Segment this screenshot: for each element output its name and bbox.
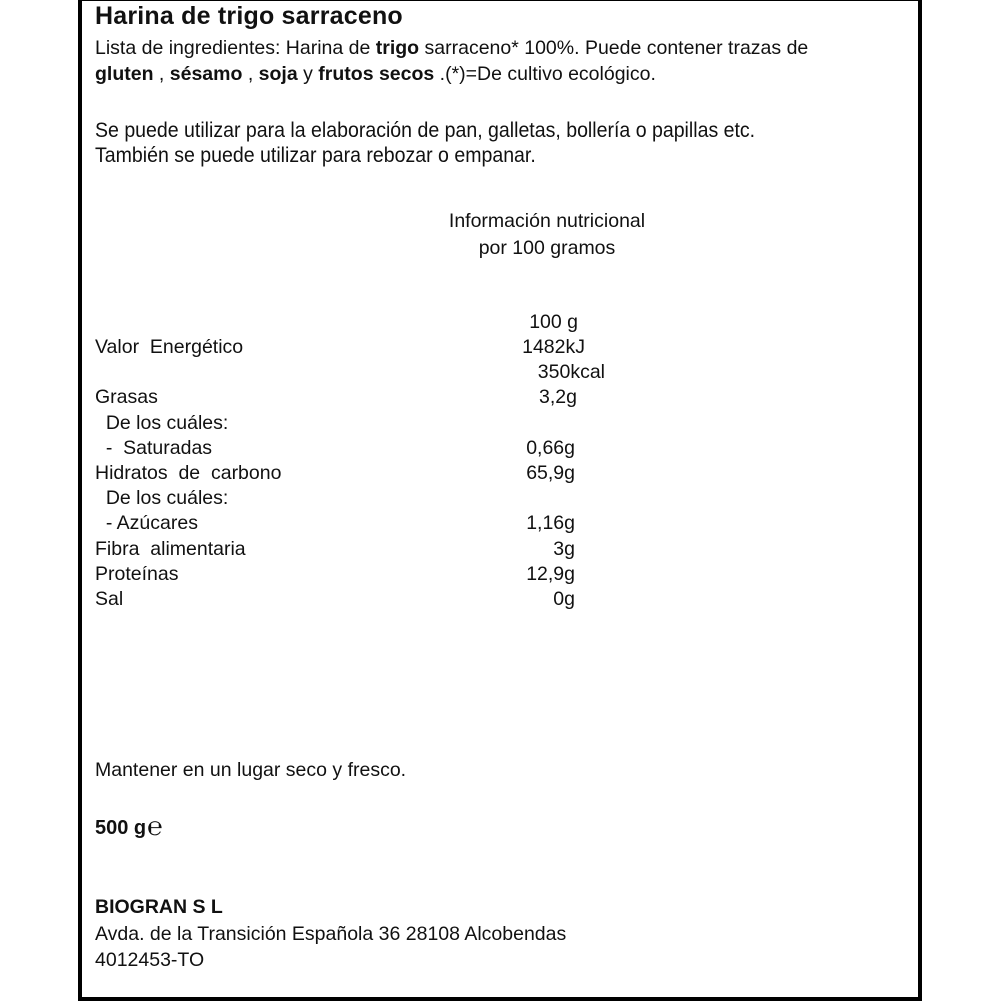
company-registry: 4012453-TO — [95, 949, 205, 971]
nutrient-value: 12,9g — [526, 562, 575, 585]
ingredients-line-1 — [95, 36, 808, 61]
nutrient-value: 0,66g — [526, 436, 575, 459]
nutrient-value: 65,9g — [526, 462, 575, 484]
nutrition-row — [95, 587, 575, 612]
net-weight — [95, 813, 163, 841]
estimated-sign-icon: ℮ — [147, 811, 163, 841]
nutrient-label: Valor Energético — [95, 336, 244, 358]
nutrient-value: 3g — [553, 537, 575, 560]
nutrient-label: De los cuáles: — [95, 411, 229, 434]
nutrition-row — [95, 461, 575, 486]
nutrition-row — [95, 335, 585, 360]
nutrition-row — [95, 537, 575, 562]
ingredients-line-2 — [95, 62, 656, 87]
nutrient-value: 1482kJ — [522, 336, 585, 358]
ingredient-text: y — [297, 63, 319, 85]
usage-line-1: Se puede utilizar para la elaboración de pan, galletas, bollería o papillas etc. — [95, 119, 756, 142]
allergen-text: frutos secos — [318, 63, 435, 85]
nutrient-value: 350kcal — [537, 361, 605, 384]
nutrition-row — [95, 562, 575, 587]
column-header-value: 100 g — [529, 311, 578, 333]
nutrient-label: Hidratos de carbono — [95, 462, 282, 484]
nutrition-row — [95, 411, 575, 436]
nutrient-value: 3,2g — [539, 386, 577, 409]
ingredient-text: Lista de ingredientes: Harina de — [95, 37, 376, 59]
ingredient-text: .(*)=De cultivo ecológico. — [434, 63, 656, 85]
net-weight-value: 500 g — [95, 817, 147, 839]
nutrient-value: 0g — [553, 588, 575, 610]
allergen-text: soja — [258, 63, 298, 85]
nutrient-label: Grasas — [95, 386, 158, 409]
company-name: BIOGRAN S L — [95, 896, 223, 918]
ingredient-text: , — [242, 63, 259, 85]
nutrition-subheading: por 100 gramos — [478, 237, 616, 259]
storage-instructions: Mantener en un lugar seco y fresco. — [95, 759, 407, 781]
ingredient-text: sarraceno* 100%. Puede contener trazas de — [419, 37, 809, 59]
nutrient-label: De los cuáles: — [95, 487, 229, 510]
nutrition-row — [95, 486, 575, 511]
nutrient-label: Sal — [95, 588, 124, 610]
nutrition-row — [95, 360, 605, 385]
allergen-text: trigo — [375, 37, 420, 59]
usage-line-2: También se puede utilizar para rebozar o empanar. — [95, 144, 536, 167]
nutrition-row — [95, 385, 575, 410]
nutrition-heading: Información nutricional — [448, 210, 646, 232]
nutrient-label: - Saturadas — [95, 436, 213, 459]
nutrient-label: - Azúcares — [95, 512, 198, 535]
nutrient-value: 1,16g — [526, 512, 575, 535]
nutrient-label: Proteínas — [95, 562, 179, 585]
ingredient-text: , — [153, 63, 170, 85]
allergen-text: gluten — [95, 63, 154, 85]
nutrition-column-header — [95, 310, 578, 335]
company-address: Avda. de la Transición Española 36 28108 Alcobendas — [95, 923, 567, 945]
nutrition-row — [95, 511, 575, 536]
nutrient-label: Fibra alimentaria — [95, 537, 246, 560]
product-title: Harina de trigo sarraceno — [95, 2, 403, 30]
nutrition-row — [95, 436, 575, 461]
allergen-text: sésamo — [169, 63, 243, 85]
